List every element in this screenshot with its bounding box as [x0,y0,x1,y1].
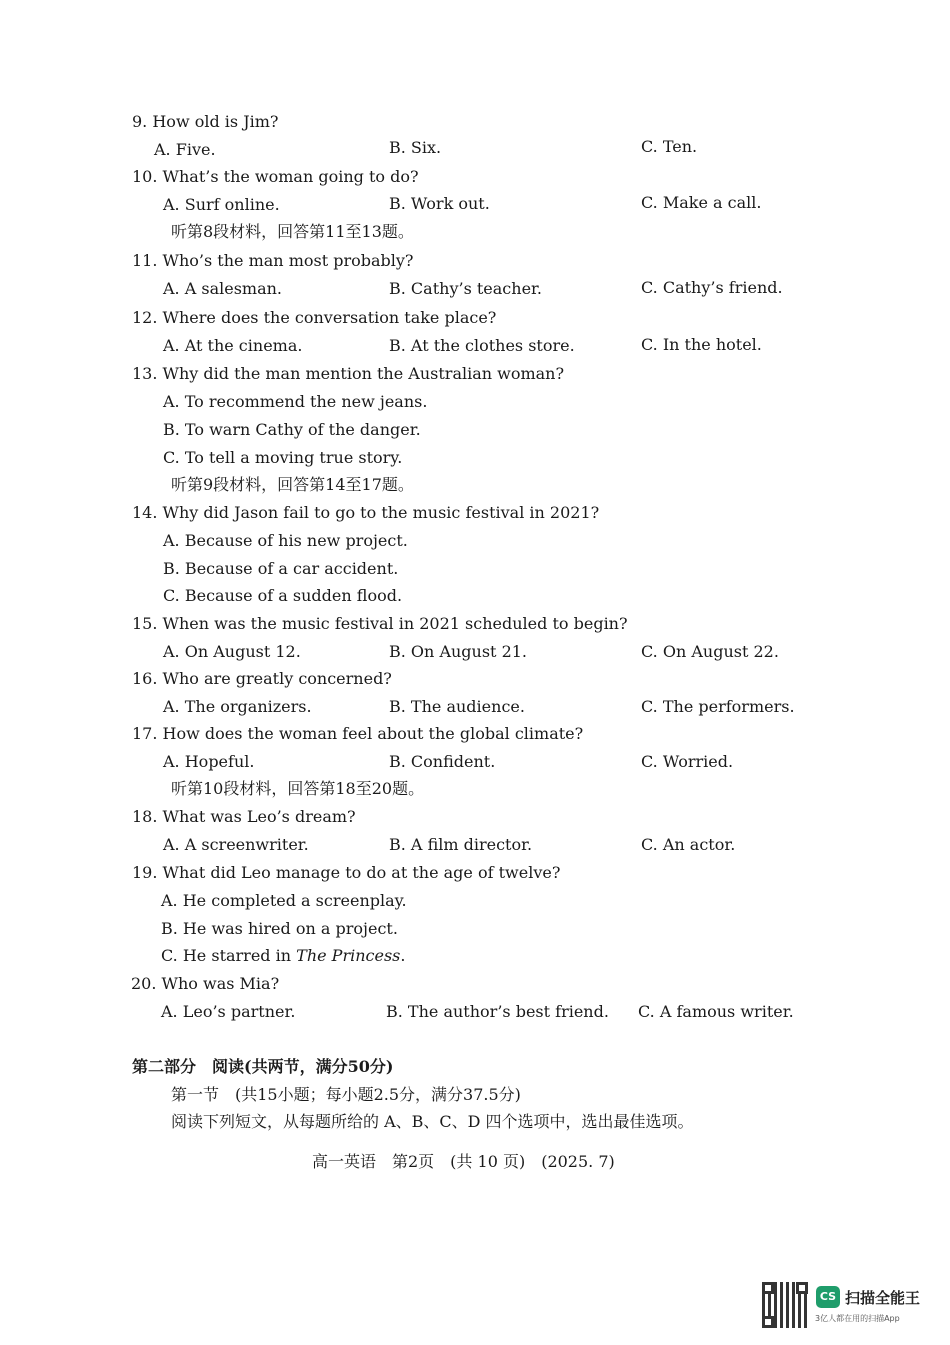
option-b: B. To warn Cathy of the danger. [163,420,421,439]
option-b: B. On August 21. [389,642,528,661]
question-9-stem: 9. How old is Jim? [132,112,279,131]
option-b: B. At the clothes store. [389,336,575,355]
option-c-prefix: C. He starred in [161,946,297,965]
question-20-stem: 20. Who was Mia? [131,974,280,993]
listening-instruction: 听第8段材料，回答第11至13题。 [171,222,414,241]
option-a: A. A salesman. [163,279,283,298]
book-title: The Princess [296,946,401,965]
question-16-stem: 16. Who are greatly concerned? [132,669,392,688]
option-c [161,946,405,966]
option-b: B. Work out. [389,194,490,213]
option-c: C. Make a call. [641,193,762,212]
question-13-stem: 13. Why did the man mention the Australian woman? [132,364,565,383]
option-a: A. A screenwriter. [163,835,309,854]
option-b: B. The audience. [389,697,525,716]
question-17-stem: 17. How does the woman feel about the global climate? [132,724,584,743]
qr-code-icon [762,1282,808,1328]
option-c: C. Because of a sudden flood. [163,586,403,605]
question-12-stem: 12. Where does the conversation take place? [132,308,497,327]
option-a: A. To recommend the new jeans. [163,392,428,411]
option-b: B. Because of a car accident. [163,559,399,578]
option-b: B. A film director. [389,835,533,854]
option-c: C. In the hotel. [641,335,762,354]
option-a: A. At the cinema. [163,336,303,355]
question-15-stem: 15. When was the music festival in 2021 scheduled to begin? [132,614,628,633]
option-a: A. Five. [154,140,216,159]
question-19-stem: 19. What did Leo manage to do at the age of twelve? [132,863,561,882]
option-a: A. On August 12. [163,642,301,661]
option-c: C. On August 22. [641,642,779,661]
option-c: C. An actor. [641,835,736,854]
part2-heading: 第二部分 阅读(共两节，满分50分) [132,1057,394,1076]
option-b: B. He was hired on a project. [161,919,398,938]
option-c: C. Cathy’s friend. [641,278,783,297]
page-footer: 高一英语 第2页 (共 10 页) (2025. 7) [312,1152,615,1171]
option-b: B. Six. [389,138,442,157]
option-a: A. The organizers. [163,697,312,716]
option-c: C. The performers. [641,697,795,716]
option-a: A. Hopeful. [163,752,255,771]
reading-instruction: 阅读下列短文，从每题所给的 A、B、C、D 四个选项中，选出最佳选项。 [171,1112,694,1131]
option-c: C. Worried. [641,752,734,771]
option-a: A. Surf online. [163,195,280,214]
option-b: B. The author’s best friend. [386,1002,609,1021]
camscanner-logo-icon: CS [816,1286,840,1308]
option-b: B. Confident. [389,752,496,771]
question-10-stem: 10. What’s the woman going to do? [132,167,419,186]
option-c: C. A famous writer. [638,1002,794,1021]
camscanner-slogan: 3亿人都在用的扫描App [815,1314,900,1323]
option-c-suffix: . [400,946,406,965]
option-c: C. To tell a moving true story. [163,448,403,467]
option-a: A. Because of his new project. [163,531,408,550]
listening-instruction: 听第10段材料，回答第18至20题。 [171,779,425,798]
option-a: A. Leo’s partner. [161,1002,296,1021]
option-b: B. Cathy’s teacher. [389,279,543,298]
question-18-stem: 18. What was Leo’s dream? [132,807,356,826]
option-a: A. He completed a screenplay. [161,891,407,910]
question-11-stem: 11. Who’s the man most probably? [132,251,414,270]
question-14-stem: 14. Why did Jason fail to go to the music festival in 2021? [132,503,600,522]
camscanner-name: 扫描全能王 [845,1289,921,1307]
listening-instruction: 听第9段材料，回答第14至17题。 [171,475,414,494]
section1-heading: 第一节 (共15小题；每小题2.5分，满分37.5分) [171,1085,521,1104]
option-c: C. Ten. [641,137,698,156]
